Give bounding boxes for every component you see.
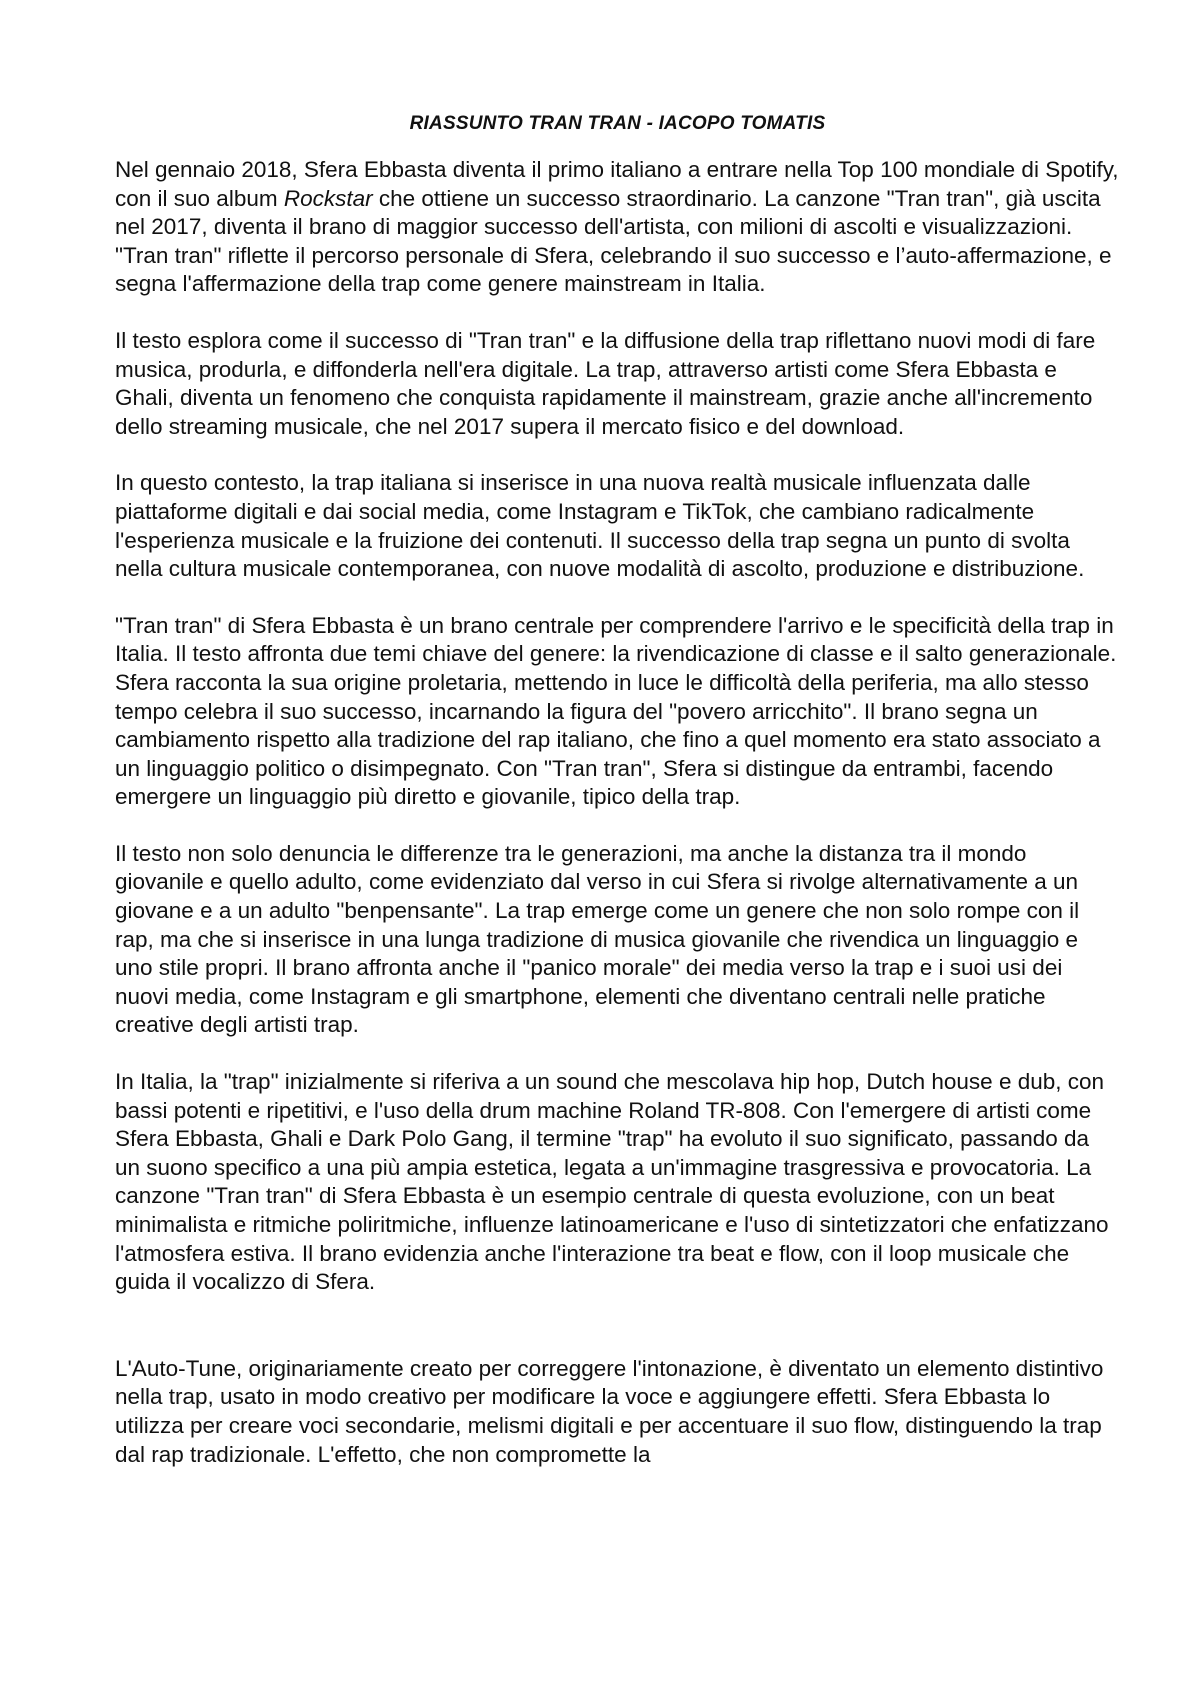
paragraph-7: L'Auto-Tune, originariamente creato per correggere l'intonazione, è diventato un elemento distintivo nella trap, usato in modo creativo per modificare la voce e aggiungere effetti. Sfera Ebbasta lo utilizza per creare voci secondarie, melismi digitali e per accentuare il suo flow, distinguendo la trap dal rap tradizionale. L'effetto, che non compromette la [115,1355,1104,1467]
paragraph-1-text-end: che ottiene un successo straordinario. La canzone "Tran tran", già uscita nel 2017, diventa il brano di maggior successo dell'artista, con milioni di ascolti e visualizzazioni. "Tran tran" riflette il percorso personale di Sfera, celebrando il suo successo e l’auto-affermazione, e segna l'affermazione della trap come genere mainstream in Italia. [115,185,1112,297]
paragraph-5: Il testo non solo denuncia le differenze tra le generazioni, ma anche la distanza tra il mondo giovanile e quello adulto, come evidenziato dal verso in cui Sfera si rivolge alternativamente a un giovane e a un adulto "benpensante". La trap emerge come un genere che non solo rompe con il rap, ma che si inserisce in una lunga tradizione di musica giovanile che rivendica un linguaggio e uno stile propri. Il brano affronta anche il "panico morale" dei media verso la trap e i suoi usi dei nuovi media, come Instagram e gli smartphone, elementi che diventano centrali nelle pratiche creative degli artisti trap. [115,840,1080,1038]
paragraph-1-text-start: Nel gennaio 2018, Sfera Ebbasta diventa il primo italiano a entrare nella Top 100 mondiale di Spotify, con il suo album [115,157,1119,211]
paragraph-1 [115,156,1120,299]
paragraph-6: In Italia, la "trap" inizialmente si riferiva a un sound che mescolava hip hop, Dutch house e dub, con bassi potenti e ripetitivi, e l'uso della drum machine Roland TR-808. Con l'emergere di artisti come Sfera Ebbasta, Ghali e Dark Polo Gang, il termine "trap" ha evoluto il suo significato, passando da un suono specifico a una più ampia estetica, legata a un'immagine trasgressiva e provocatoria. La canzone "Tran tran" di Sfera Ebbasta è un esempio centrale di questa evoluzione, con un beat minimalista e ritmiche poliritmiche, influenze latinoamericane e l'uso di sintetizzatori che enfatizzano l'atmosfera estiva. Il brano evidenzia anche l'interazione tra beat e flow, con il loop musicale che guida il vocalizzo di Sfera. [115,1069,1109,1295]
document-title: RIASSUNTO TRAN TRAN - IACOPO TOMATIS [409,113,826,134]
paragraph-2: Il testo esplora come il successo di "Tran tran" e la diffusione della trap riflettano nuovi modi di fare musica, produrla, e diffonderla nell'era digitale. La trap, attraverso artisti come Sfera Ebbasta e Ghali, diventa un fenomeno che conquista rapidamente il mainstream, grazie anche all'incremento dello streaming musicale, che nel 2017 supera il mercato fisico e del download. [115,327,1096,439]
paragraph-3: In questo contesto, la trap italiana si inserisce in una nuova realtà musicale influenzata dalle piattaforme digitali e dai social media, come Instagram e TikTok, che cambiano radicalmente l'esperienza musicale e la fruizione dei contenuti. Il successo della trap segna un punto di svolta nella cultura musicale contemporanea, con nuove modalità di ascolto, produzione e distribuzione. [115,470,1085,582]
paragraph-4: "Tran tran" di Sfera Ebbasta è un brano centrale per comprendere l'arrivo e le specificità della trap in Italia. Il testo affronta due temi chiave del genere: la rivendicazione di classe e il salto generazionale. Sfera racconta la sua origine proletaria, mettendo in luce le difficoltà della periferia, ma allo stesso tempo celebra il suo successo, incarnando la figura del "povero arricchito". Il brano segna un cambiamento rispetto alla tradizione del rap italiano, che fino a quel momento era stato associato a un linguaggio politico o disimpegnato. Con "Tran tran", Sfera si distingue da entrambi, facendo emergere un linguaggio più diretto e giovanile, tipico della trap. [115,612,1117,810]
album-title-italic: Rockstar [283,185,373,211]
